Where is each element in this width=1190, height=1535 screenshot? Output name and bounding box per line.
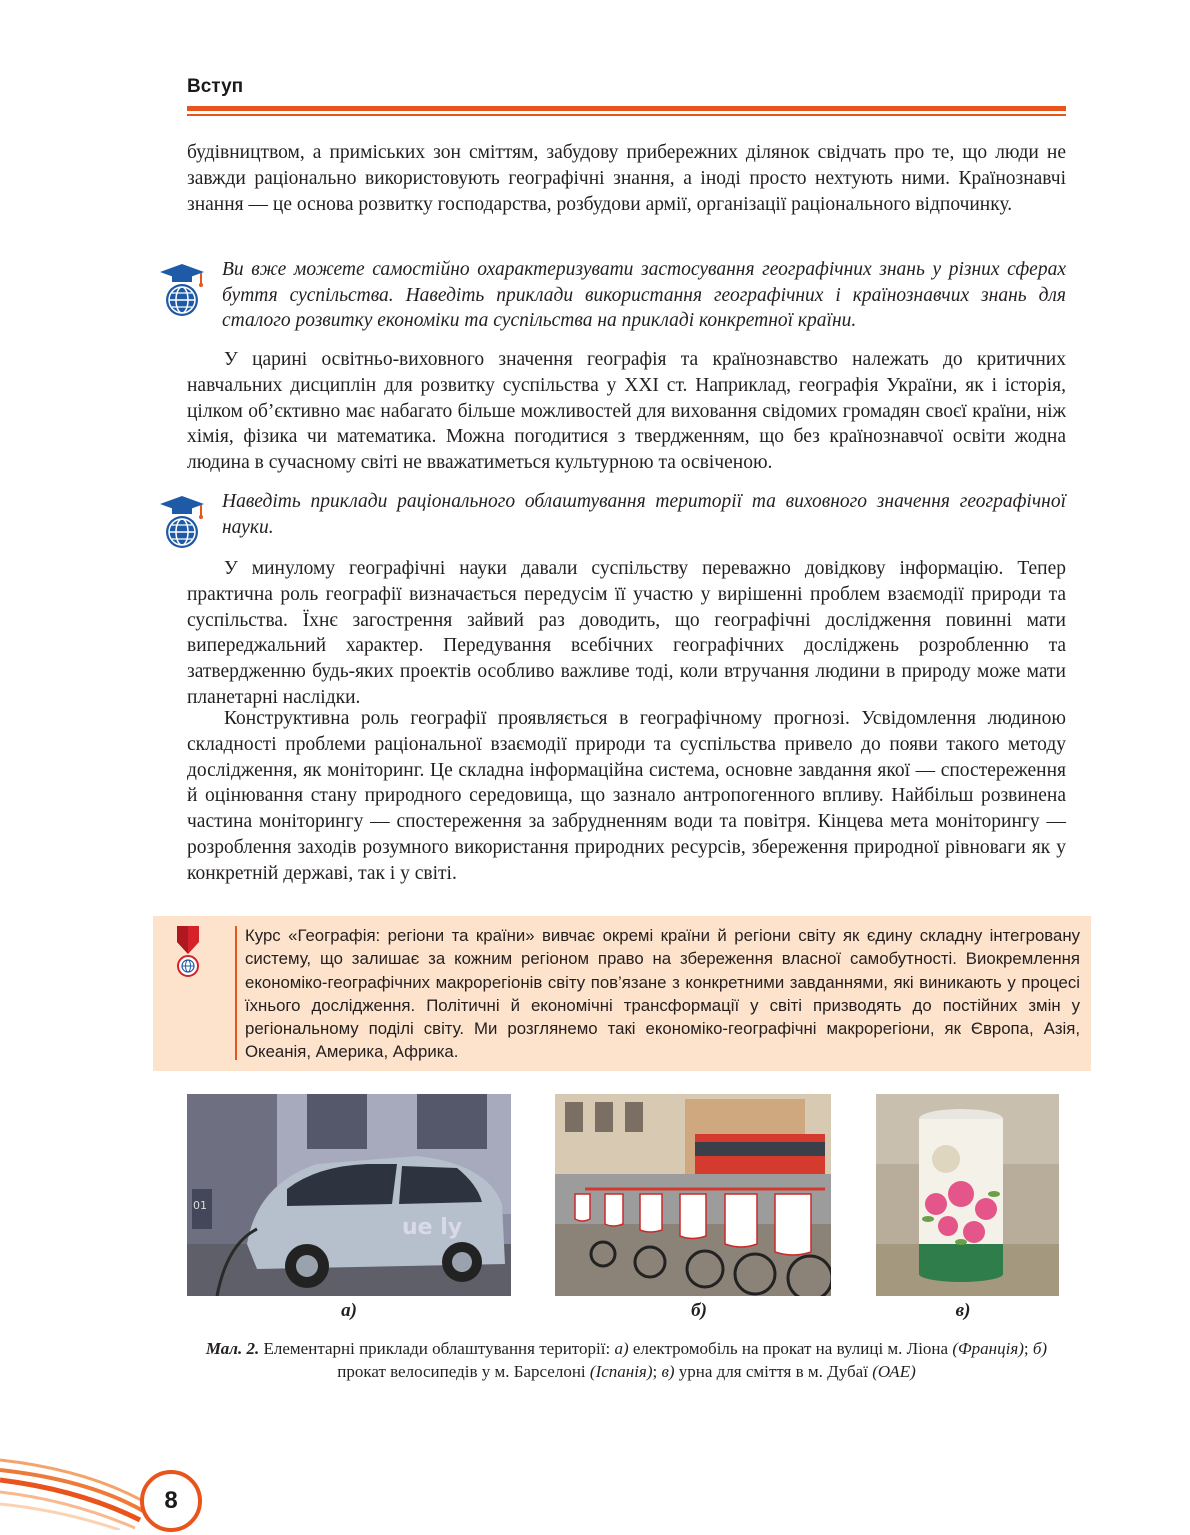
- info-box-text: Курс «Географія: регіони та країни» вивчає окремі країни й регіони світу як єдину складну інтегровану систему, що залишає за кожним регіоном право на збереження власної самобутності. Виокремлення економіко-географічних макрорегіонів світу пов’язане з конкретними завданнями, які виникають у процесі їхнього дослідження. Політичні й економічні трансформації у світі призводять до постійних змін у регіональному поділі світу. Ми розглянемо такі економіко-географічні макрорегіони, як Європа, Азія, Океанія, Америка, Африка.: [245, 926, 1080, 1062]
- paragraph-4: Конструктивна роль географії проявляється в географічному прогнозі. Усвідомлення людиною складності проблеми раціональної взаємодії природи та суспільства привело до появи такого методу дослідження, як моніторинг. Це складна інформаційна система, основне завдання якої — спостереження й оцінювання стану природного середовища, що зазнало антропогенного впливу. Найбільш розвинена частина моніторингу — спостереження за забрудненням води та повітря. Кінцева мета моніторингу — розроблення заходів розумного використання природних ресурсів, збереження природної рівноваги як у конкретній державі, так і у світі.: [187, 708, 1066, 884]
- header-rule-thin: [187, 114, 1066, 116]
- globe-graduation-cap-icon: [158, 262, 206, 318]
- car-branding-text: ue ly: [402, 1215, 463, 1240]
- charging-station-label: 01: [193, 1199, 207, 1212]
- task-2: Наведіть приклади раціонального облаштування території та виховного значення географічної науки.: [222, 491, 1066, 538]
- figure-label-c: в): [955, 1300, 971, 1321]
- figure-number: Мал. 2.: [205, 1339, 260, 1358]
- paragraph-2: У царині освітньо-виховного значення географія та країнознавство належать до критичних навчальних дисциплін для розвитку суспільства у XXI ст. Наприклад, географія України, як і історія, цілком об’єктивно має набагато більше можливостей для виховання свідомих громадян своєї країни, ніж хімія, фізика чи математика. Можна погодитися з твердженням, що без країнознавчої освіти жодна людина в сучасному світі не вважатиметься культурною та освіченою.: [187, 349, 1066, 474]
- header-rule: [187, 106, 1066, 111]
- photo-bicycle-rental: [555, 1094, 831, 1296]
- paragraph-3: У минулому географічні науки давали суспільству переважно довідкову інформацію. Тепер практична роль географії визначається передусім її участю у вирішенні проблем взаємодії природи та суспільства. Їхнє загострення зайвий раз доводить, що географічні дослідження повинні мати випереджальний характер. Передування всебічних географічних досліджень розробленню та затвердженню будь-яких проектів особливо важливе тоді, коли втручання людини в природу може мати планетарні наслідки.: [187, 558, 1066, 708]
- info-box: [153, 916, 1091, 1071]
- task-1: Ви вже можете самостійно охарактеризувати застосування географічних знань у різних сферах буття суспільства. Наведіть приклади використання географічних і країнознавчих знань для сталого розвитку економіки та суспільства на прикладі конкретної країни.: [222, 259, 1066, 331]
- figure-caption: Мал. 2. Елементарні приклади облаштування території: а) електромобіль на прокат на вулиці м. Ліона (Франція); б) прокат велосипедів у м. Барселоні (Іспанія); в) урна для сміття в м. Дубаї (ОАЕ): [205, 1339, 1048, 1381]
- figure-label-a: а): [341, 1300, 357, 1321]
- info-box-divider: [235, 926, 237, 1060]
- medal-icon: [173, 926, 203, 988]
- figure-label-b: б): [691, 1300, 707, 1321]
- section-title: Вступ: [187, 76, 244, 97]
- page-number: 8: [140, 1470, 202, 1532]
- paragraph-1: будівництвом, а приміських зон сміттям, забудову прибережних ділянок свідчать про те, що люди не завжди раціонально використовують географічні знання, а іноді просто нехтують ними. Країнознавчі знання — це основа розвитку господарства, розбудови армії, організації раціонального відпочинку.: [187, 142, 1066, 215]
- photo-trash-bin: [876, 1094, 1059, 1296]
- photo-electric-car: [187, 1094, 511, 1296]
- globe-graduation-cap-icon: [158, 494, 206, 550]
